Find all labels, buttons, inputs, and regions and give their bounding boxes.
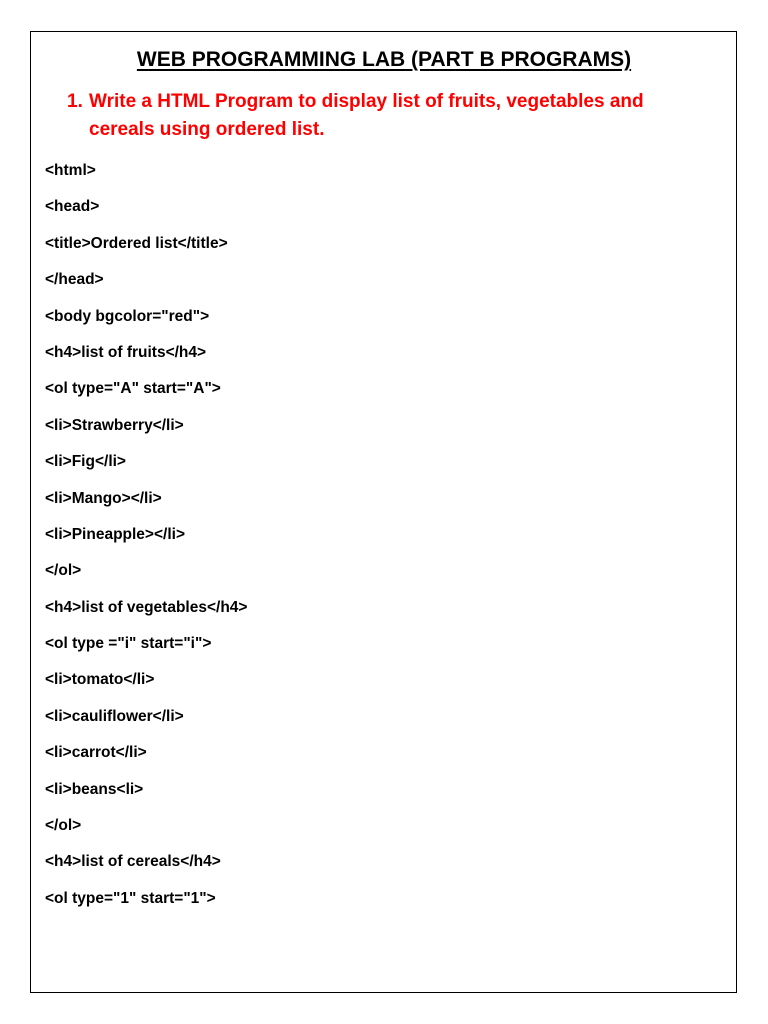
code-line: <body bgcolor="red"> [45,307,210,325]
code-line: <head> [45,198,100,216]
question-1 [67,88,697,144]
code-line: <ol type="1" start="1"> [45,889,216,907]
code-listing [45,157,247,921]
question-text: Write a HTML Program to display list of fruits, vegetables and cereals using ordered list. [89,91,644,140]
code-line: <li>Mango></li> [45,489,162,507]
code-line: <li>cauliflower</li> [45,707,184,725]
question-number: 1. [67,91,83,112]
code-line: <html> [45,162,96,179]
code-line: <li>beans<li> [45,780,144,798]
code-line: </ol> [45,817,82,835]
code-line: <li>carrot</li> [45,744,147,762]
code-line: <h4>list of vegetables</h4> [45,598,248,616]
code-line: <li>Fig</li> [45,453,126,471]
code-line: <li>tomato</li> [45,671,155,689]
code-line: <title>Ordered list</title> [45,234,228,252]
code-line: <li>Strawberry</li> [45,416,184,434]
code-line: </ol> [45,562,82,580]
code-line: <h4>list of cereals</h4> [45,853,221,871]
code-line: <ol type ="i" start="i"> [45,635,212,653]
code-line: </head> [45,271,104,289]
code-line: <h4>list of fruits</h4> [45,343,207,361]
code-line: <li>Pineapple></li> [45,525,186,543]
code-line: <ol type="A" start="A"> [45,380,221,398]
document-title: WEB PROGRAMMING LAB (PART B PROGRAMS) [136,48,632,71]
